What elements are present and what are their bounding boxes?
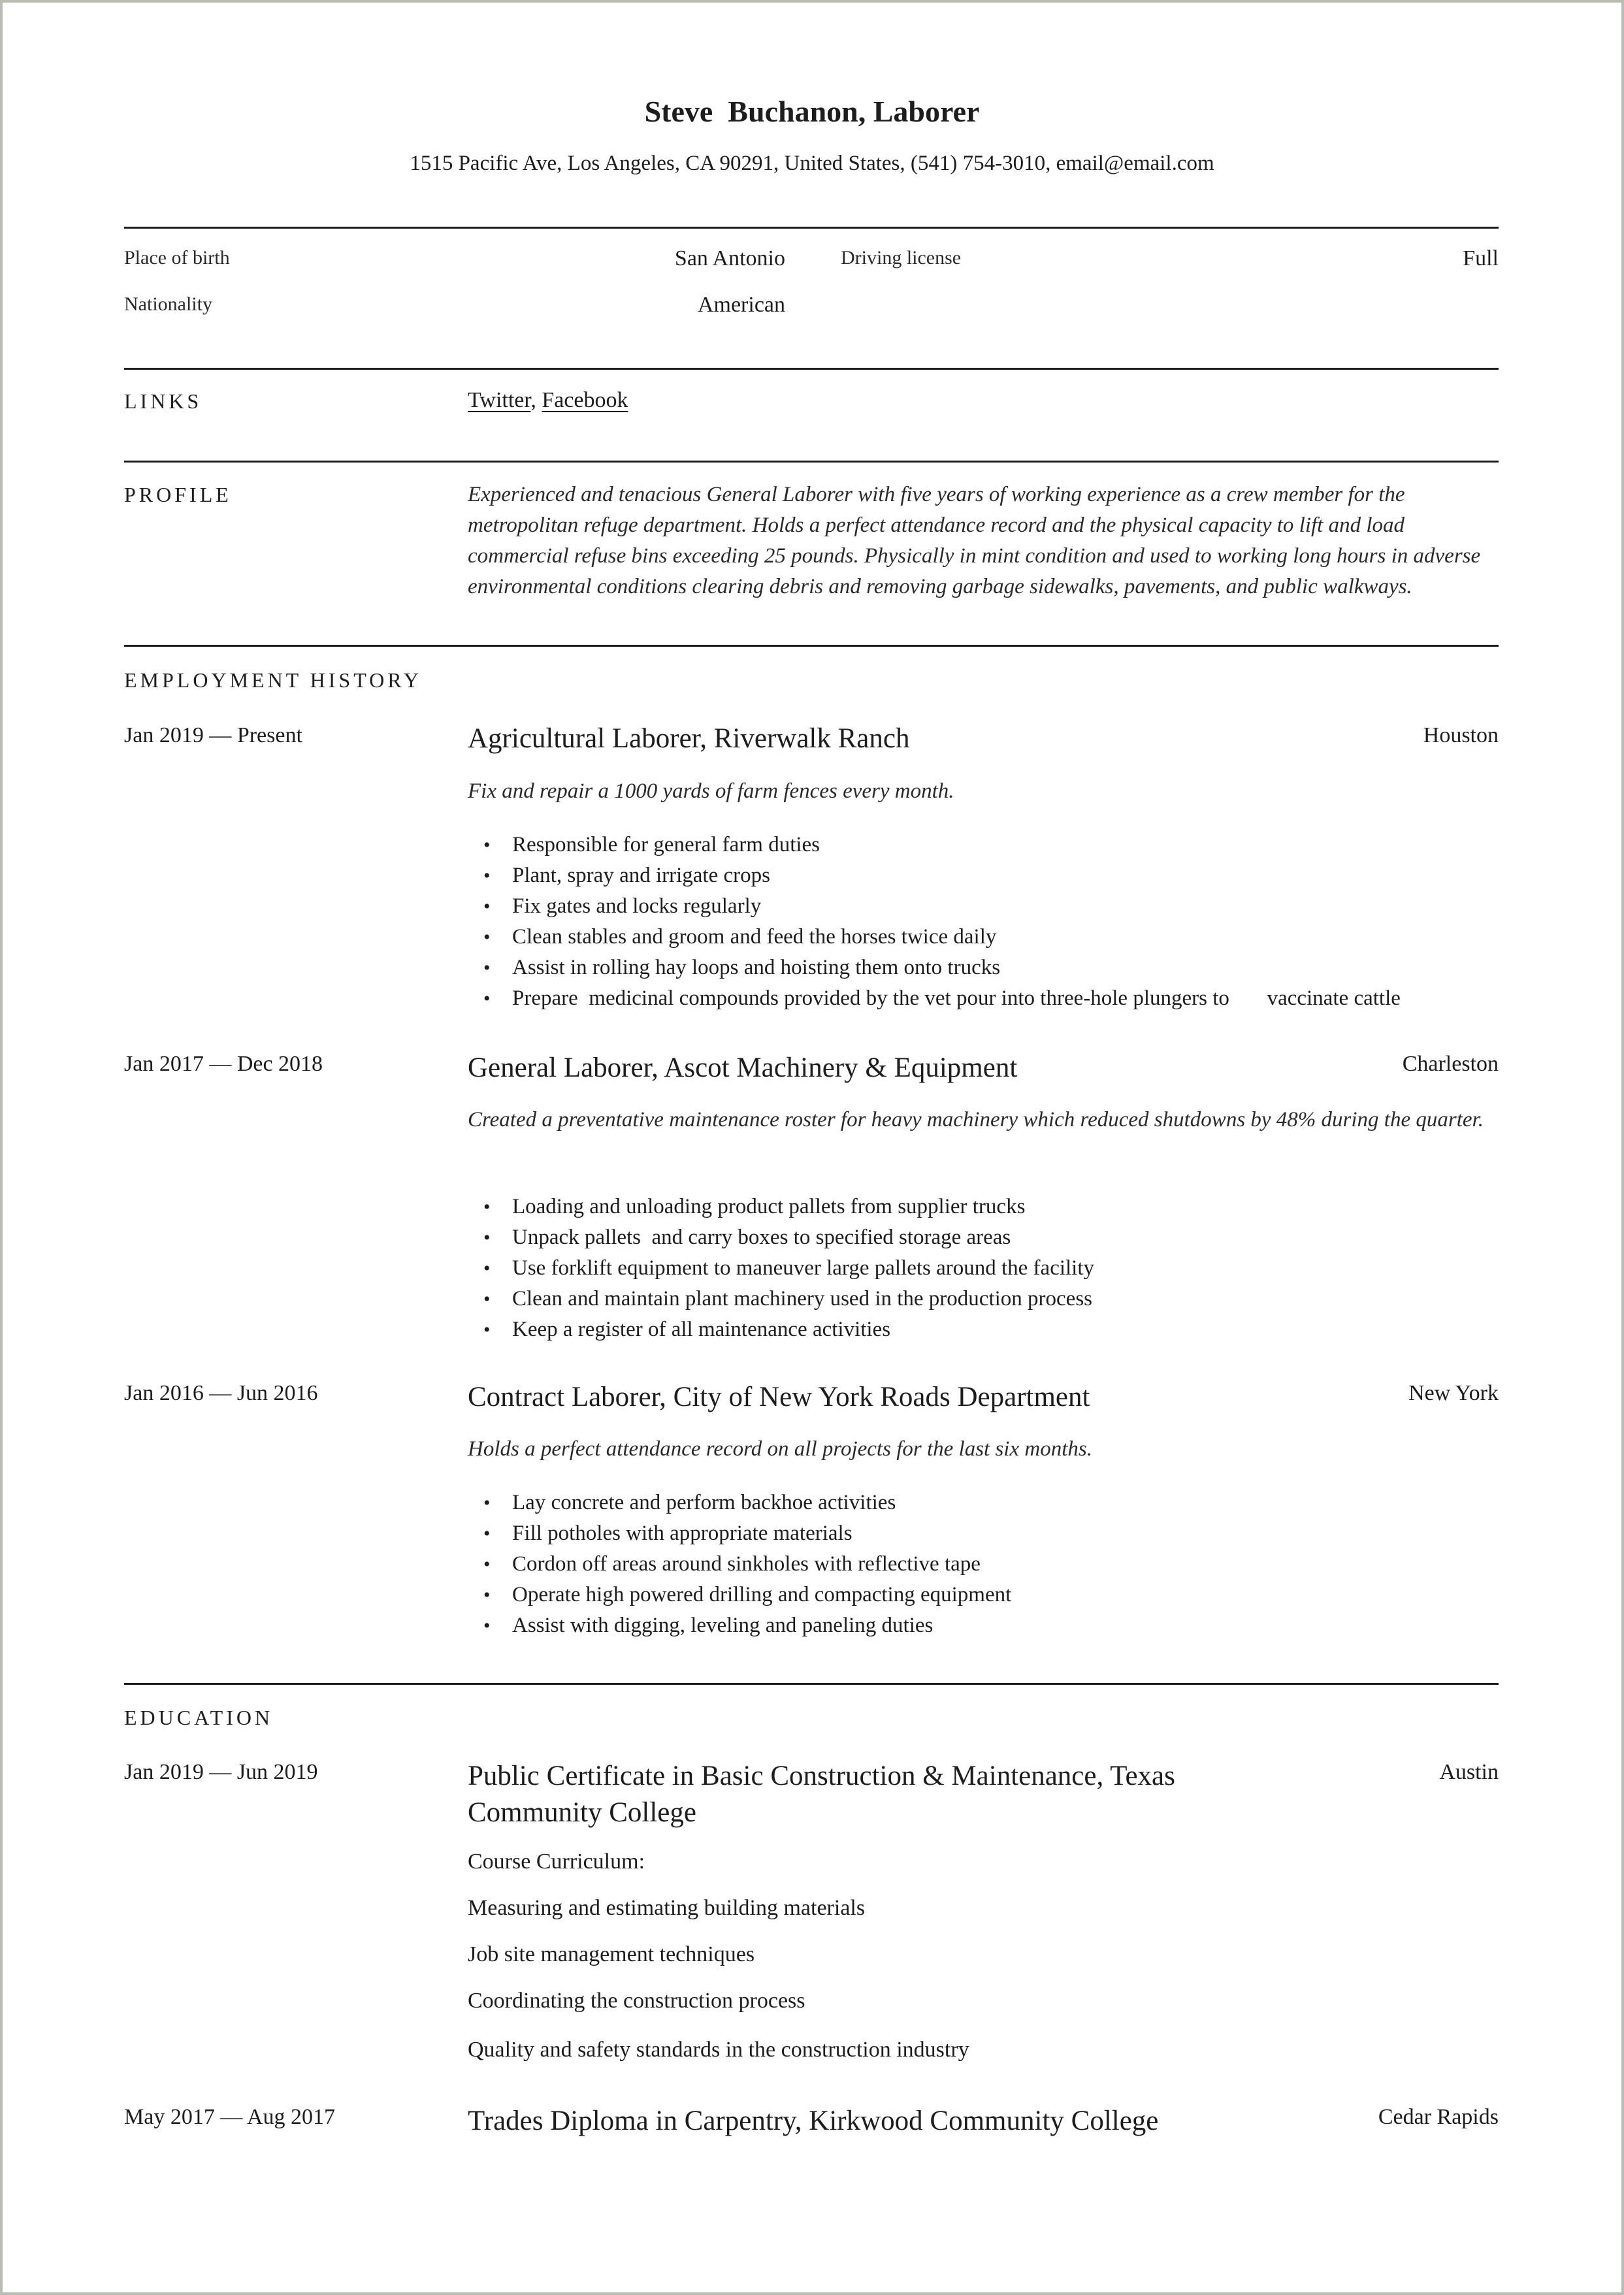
nationality-value: American xyxy=(697,293,785,317)
divider xyxy=(124,461,1499,463)
education-location: Austin xyxy=(1439,1760,1499,1784)
list-item: • Prepare medicinal compounds provided by the vet pour into three-hole plungers to vaccinate cattle xyxy=(468,983,1513,1014)
education-title: Trades Diploma in Carpentry, Kirkwood Community College xyxy=(468,2106,1159,2136)
divider xyxy=(124,1683,1499,1685)
list-item: • Assist with digging, leveling and paneling duties xyxy=(468,1610,1513,1641)
profile-text: Experienced and tenacious General Laborer with five years of working experience as a crew member for the metropolitan refuge department. Holds a perfect attendance record and the physical capacity to lift and load commercial refuse bins exceeding 25 pounds. Physically in mint condition and used to working long hours in adverse environmental conditions clearing debris and removing garbage sidewalks, pavements, and public walkways. xyxy=(468,483,1481,598)
driving-license-value: Full xyxy=(1463,246,1499,270)
list-item: • Unpack pallets and carry boxes to specified storage areas xyxy=(468,1222,1513,1253)
job-title: General Laborer, Ascot Machinery & Equipment xyxy=(468,1052,1018,1083)
job-bullets xyxy=(468,1192,1513,1345)
education-title-line: Community College xyxy=(468,1797,696,1828)
job-bullets xyxy=(468,1488,1513,1641)
list-item: • Clean and maintain plant machinery used in the production process xyxy=(468,1284,1513,1314)
contact-line: 1515 Pacific Ave, Los Angeles, CA 90291, United States, (541) 754-3010, email@email.com xyxy=(410,152,1214,175)
place-of-birth-label: Place of birth xyxy=(124,247,230,269)
job-title: Agricultural Laborer, Riverwalk Ranch xyxy=(468,723,910,754)
education-dates: Jan 2019 — Jun 2019 xyxy=(124,1760,318,1784)
curriculum-item: Measuring and estimating building materials xyxy=(468,1896,866,1920)
divider xyxy=(124,645,1499,647)
resume-page xyxy=(3,3,1621,2292)
education-dates: May 2017 — Aug 2017 xyxy=(124,2105,335,2129)
job-summary: Holds a perfect attendance record on all projects for the last six months. xyxy=(468,1437,1092,1461)
twitter-link[interactable]: Twitter xyxy=(468,388,531,412)
list-item: • Loading and unloading product pallets from supplier trucks xyxy=(468,1192,1513,1222)
job-summary: Created a preventative maintenance roster for heavy machinery which reduced shutdowns by 48% during the quarter. xyxy=(468,1108,1484,1131)
job-dates: Jan 2016 — Jun 2016 xyxy=(124,1381,318,1405)
links-list xyxy=(468,388,628,413)
job-title: Contract Laborer, City of New York Roads Department xyxy=(468,1382,1090,1412)
place-of-birth-value: San Antonio xyxy=(674,246,785,270)
education-section-title: EDUCATION xyxy=(124,1706,274,1729)
job-bullets xyxy=(468,830,1513,1014)
job-dates: Jan 2017 — Dec 2018 xyxy=(124,1052,323,1076)
driving-license-label: Driving license xyxy=(841,247,962,269)
curriculum-item: Job site management techniques xyxy=(468,1942,755,1966)
list-item: • Cordon off areas around sinkholes with reflective tape xyxy=(468,1549,1513,1580)
list-item: • Plant, spray and irrigate crops xyxy=(468,860,1513,891)
job-location: Charleston xyxy=(1402,1052,1499,1076)
job-summary: Fix and repair a 1000 yards of farm fences every month. xyxy=(468,779,954,803)
divider xyxy=(124,227,1499,229)
list-item: • Use forklift equipment to maneuver large pallets around the facility xyxy=(468,1253,1513,1284)
resume-name-title: Steve Buchanon, Laborer xyxy=(644,95,980,128)
divider xyxy=(124,368,1499,370)
list-item: • Keep a register of all maintenance activities xyxy=(468,1314,1513,1345)
list-item: • Fix gates and locks regularly xyxy=(468,891,1513,922)
list-item: • Clean stables and groom and feed the horses twice daily xyxy=(468,922,1513,952)
education-location: Cedar Rapids xyxy=(1378,2105,1499,2129)
education-title xyxy=(468,1758,1175,1831)
list-item: • Responsible for general farm duties xyxy=(468,830,1513,860)
job-dates: Jan 2019 — Present xyxy=(124,723,302,747)
profile-section-title: PROFILE xyxy=(124,483,232,506)
links-section-title: LINKS xyxy=(124,389,203,413)
nationality-label: Nationality xyxy=(124,293,212,315)
links-separator: , xyxy=(530,388,542,412)
list-item: • Lay concrete and perform backhoe activities xyxy=(468,1488,1513,1518)
job-location: Houston xyxy=(1423,723,1499,747)
list-item: • Assist in rolling hay loops and hoisting them onto trucks xyxy=(468,952,1513,983)
facebook-link[interactable]: Facebook xyxy=(542,388,628,412)
list-item: • Fill potholes with appropriate materials xyxy=(468,1518,1513,1549)
curriculum-item: Quality and safety standards in the construction industry xyxy=(468,2038,969,2062)
curriculum-heading: Course Curriculum: xyxy=(468,1849,645,1874)
list-item: • Operate high powered drilling and compacting equipment xyxy=(468,1580,1513,1610)
job-location: New York xyxy=(1408,1381,1499,1405)
curriculum-item: Coordinating the construction process xyxy=(468,1989,805,2013)
education-title-line: Public Certificate in Basic Construction & Maintenance, Texas xyxy=(468,1761,1175,1791)
employment-section-title: EMPLOYMENT HISTORY xyxy=(124,668,422,692)
